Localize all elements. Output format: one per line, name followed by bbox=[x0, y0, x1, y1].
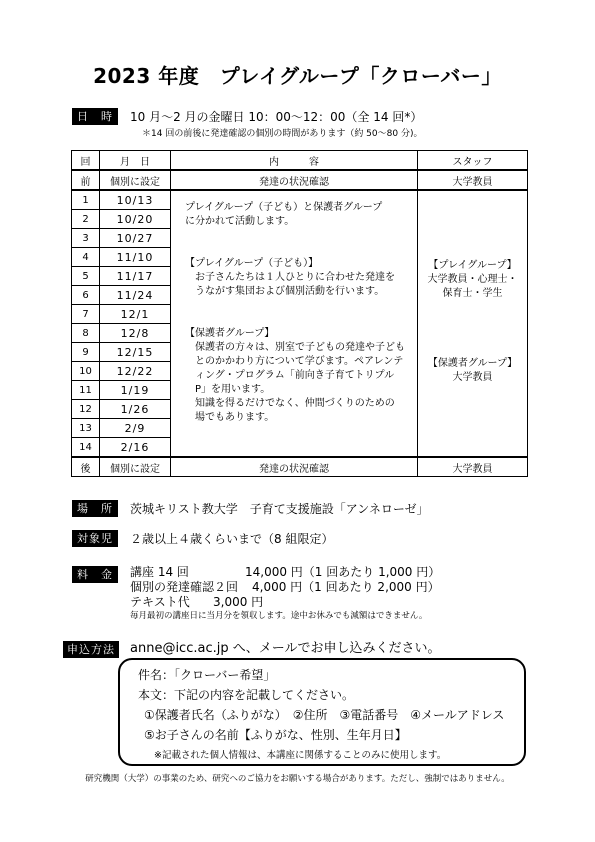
row-date: 12/1 bbox=[100, 305, 171, 324]
child-line-2: うながす集団および個別活動を行います。 bbox=[195, 286, 385, 297]
email-body: 本文：下記の内容を記載してください。 bbox=[138, 688, 355, 702]
parent-heading: 【保護者グループ】 bbox=[185, 328, 275, 339]
schedule-table bbox=[71, 150, 528, 477]
apply-text: anne@icc.ac.jp へ、メールでお申し込みください。 bbox=[130, 641, 441, 656]
row-date: 個別に設定 bbox=[100, 170, 171, 190]
staff-parent-1: 大学教員 bbox=[452, 372, 493, 383]
fee-line2-amount: 4,000 円（1 回あたり 2,000 円） bbox=[252, 580, 440, 594]
header-staff: スタッフ bbox=[418, 151, 528, 171]
fee-note: 毎月最初の講座日に当月分を領収します。途中お休みでも減額はできません。 bbox=[130, 611, 428, 621]
place-text: 茨城キリスト教大学 子育て支援施設「アンネローゼ」 bbox=[130, 502, 429, 516]
content-intro-1: プレイグループ（子ども）と保護者グループ bbox=[185, 202, 383, 213]
parent-line-5: 知識を得るだけでなく、仲間づくりのための bbox=[195, 398, 395, 409]
target-tag: 対象児 bbox=[72, 530, 118, 547]
fee-line2-label: 個別の発達確認２回 bbox=[130, 580, 239, 594]
row-no: 2 bbox=[72, 210, 100, 229]
row-content: 発達の状況確認 bbox=[171, 170, 418, 190]
header-no: 回 bbox=[72, 151, 100, 171]
fee-line1-amount: 14,000 円（1 回あたり 1,000 円） bbox=[245, 565, 441, 579]
fee-tag: 料 金 bbox=[72, 566, 118, 583]
fee-line3-amount: 3,000 円 bbox=[213, 595, 264, 609]
row-no: 7 bbox=[72, 305, 100, 324]
email-instructions-box bbox=[118, 658, 526, 766]
row-date: 1/19 bbox=[100, 381, 171, 400]
footer-note: 研究機関（大学）の事業のため、研究へのご協力をお願いする場合があります。ただし、強制ではありません。 bbox=[85, 774, 510, 784]
content-intro-2: に分かれて活動します。 bbox=[185, 216, 295, 227]
fee-line3-label: テキスト代 bbox=[130, 595, 190, 609]
row-date: 11/10 bbox=[100, 248, 171, 267]
email-subject: 件名：「クローバー希望」 bbox=[138, 668, 276, 682]
row-no: 10 bbox=[72, 362, 100, 381]
staff-play-1: 大学教員・心理士・ bbox=[427, 274, 518, 285]
row-no: 1 bbox=[72, 190, 100, 210]
parent-line-4: P」を用います。 bbox=[195, 384, 271, 395]
row-no: 12 bbox=[72, 400, 100, 419]
schedule-text: 10 月～2 月の金曜日 10：00～12：00（全 14 回*） bbox=[130, 110, 423, 124]
apply-tag: 申込方法 bbox=[63, 641, 119, 658]
row-date: 2/9 bbox=[100, 419, 171, 438]
parent-line-2: とのかかわり方について学びます。ペアレンテ bbox=[195, 356, 404, 367]
page-title: 2023 年度 プレイグループ「クローバー」 bbox=[93, 64, 502, 88]
row-no: 後 bbox=[72, 457, 100, 477]
row-date: 10/20 bbox=[100, 210, 171, 229]
parent-line-6: 場でもあります。 bbox=[195, 412, 275, 423]
staff-parent-heading: 【保護者グループ】 bbox=[427, 358, 518, 369]
privacy-note: ※記載された個人情報は、本講座に関係することのみに使用します。 bbox=[154, 750, 447, 761]
row-date: 1/26 bbox=[100, 400, 171, 419]
target-text: ２歳以上４歳くらいまで（8 組限定） bbox=[130, 532, 334, 546]
row-no: 6 bbox=[72, 286, 100, 305]
child-heading: 【プレイグループ（子ども）】 bbox=[185, 258, 319, 269]
row-no: 3 bbox=[72, 229, 100, 248]
email-items-1: ①保護者氏名（ふりがな） ②住所 ③電話番号 ④メールアドレス bbox=[144, 708, 505, 722]
place-tag: 場 所 bbox=[72, 500, 118, 517]
row-no: 13 bbox=[72, 419, 100, 438]
row-no: 8 bbox=[72, 324, 100, 343]
row-content: 発達の状況確認 bbox=[171, 457, 418, 477]
header-date: 月 日 bbox=[100, 151, 171, 171]
table-row-post bbox=[72, 457, 528, 477]
row-date: 10/13 bbox=[100, 190, 171, 210]
row-date: 12/15 bbox=[100, 343, 171, 362]
row-date: 2/16 bbox=[100, 438, 171, 458]
row-date: 12/22 bbox=[100, 362, 171, 381]
schedule-note: ＊14 回の前後に発達確認の個別の時間があります（約 50～80 分)。 bbox=[142, 129, 423, 139]
table-row-pre bbox=[72, 170, 528, 190]
fee-line1-label: 講座 14 回 bbox=[130, 565, 189, 579]
table-header-row bbox=[72, 151, 528, 171]
row-no: 14 bbox=[72, 438, 100, 458]
header-content: 内 容 bbox=[171, 151, 418, 171]
row-no: 4 bbox=[72, 248, 100, 267]
row-date: 11/24 bbox=[100, 286, 171, 305]
row-staff: 大学教員 bbox=[418, 170, 528, 190]
row-date: 個別に設定 bbox=[100, 457, 171, 477]
row-date: 12/8 bbox=[100, 324, 171, 343]
parent-line-1: 保護者の方々は、別室で子どもの発達や子ども bbox=[195, 342, 405, 353]
row-no: 9 bbox=[72, 343, 100, 362]
row-staff: 大学教員 bbox=[418, 457, 528, 477]
content-cell bbox=[171, 190, 418, 457]
staff-cell bbox=[418, 190, 528, 457]
row-no: 5 bbox=[72, 267, 100, 286]
table-row bbox=[72, 190, 528, 210]
row-date: 11/17 bbox=[100, 267, 171, 286]
schedule-tag: 日 時 bbox=[72, 108, 118, 125]
staff-play-heading: 【プレイグループ】 bbox=[428, 260, 517, 271]
row-no: 11 bbox=[72, 381, 100, 400]
row-date: 10/27 bbox=[100, 229, 171, 248]
email-items-2: ⑤お子さんの名前【ふりがな、性別、生年月日】 bbox=[144, 728, 407, 742]
staff-play-2: 保育士・学生 bbox=[442, 288, 503, 299]
parent-line-3: ィング・プログラム「前向き子育てトリプル bbox=[195, 370, 395, 381]
child-line-1: お子さんたちは１人ひとりに合わせた発達を bbox=[195, 272, 395, 283]
row-no: 前 bbox=[72, 170, 100, 190]
